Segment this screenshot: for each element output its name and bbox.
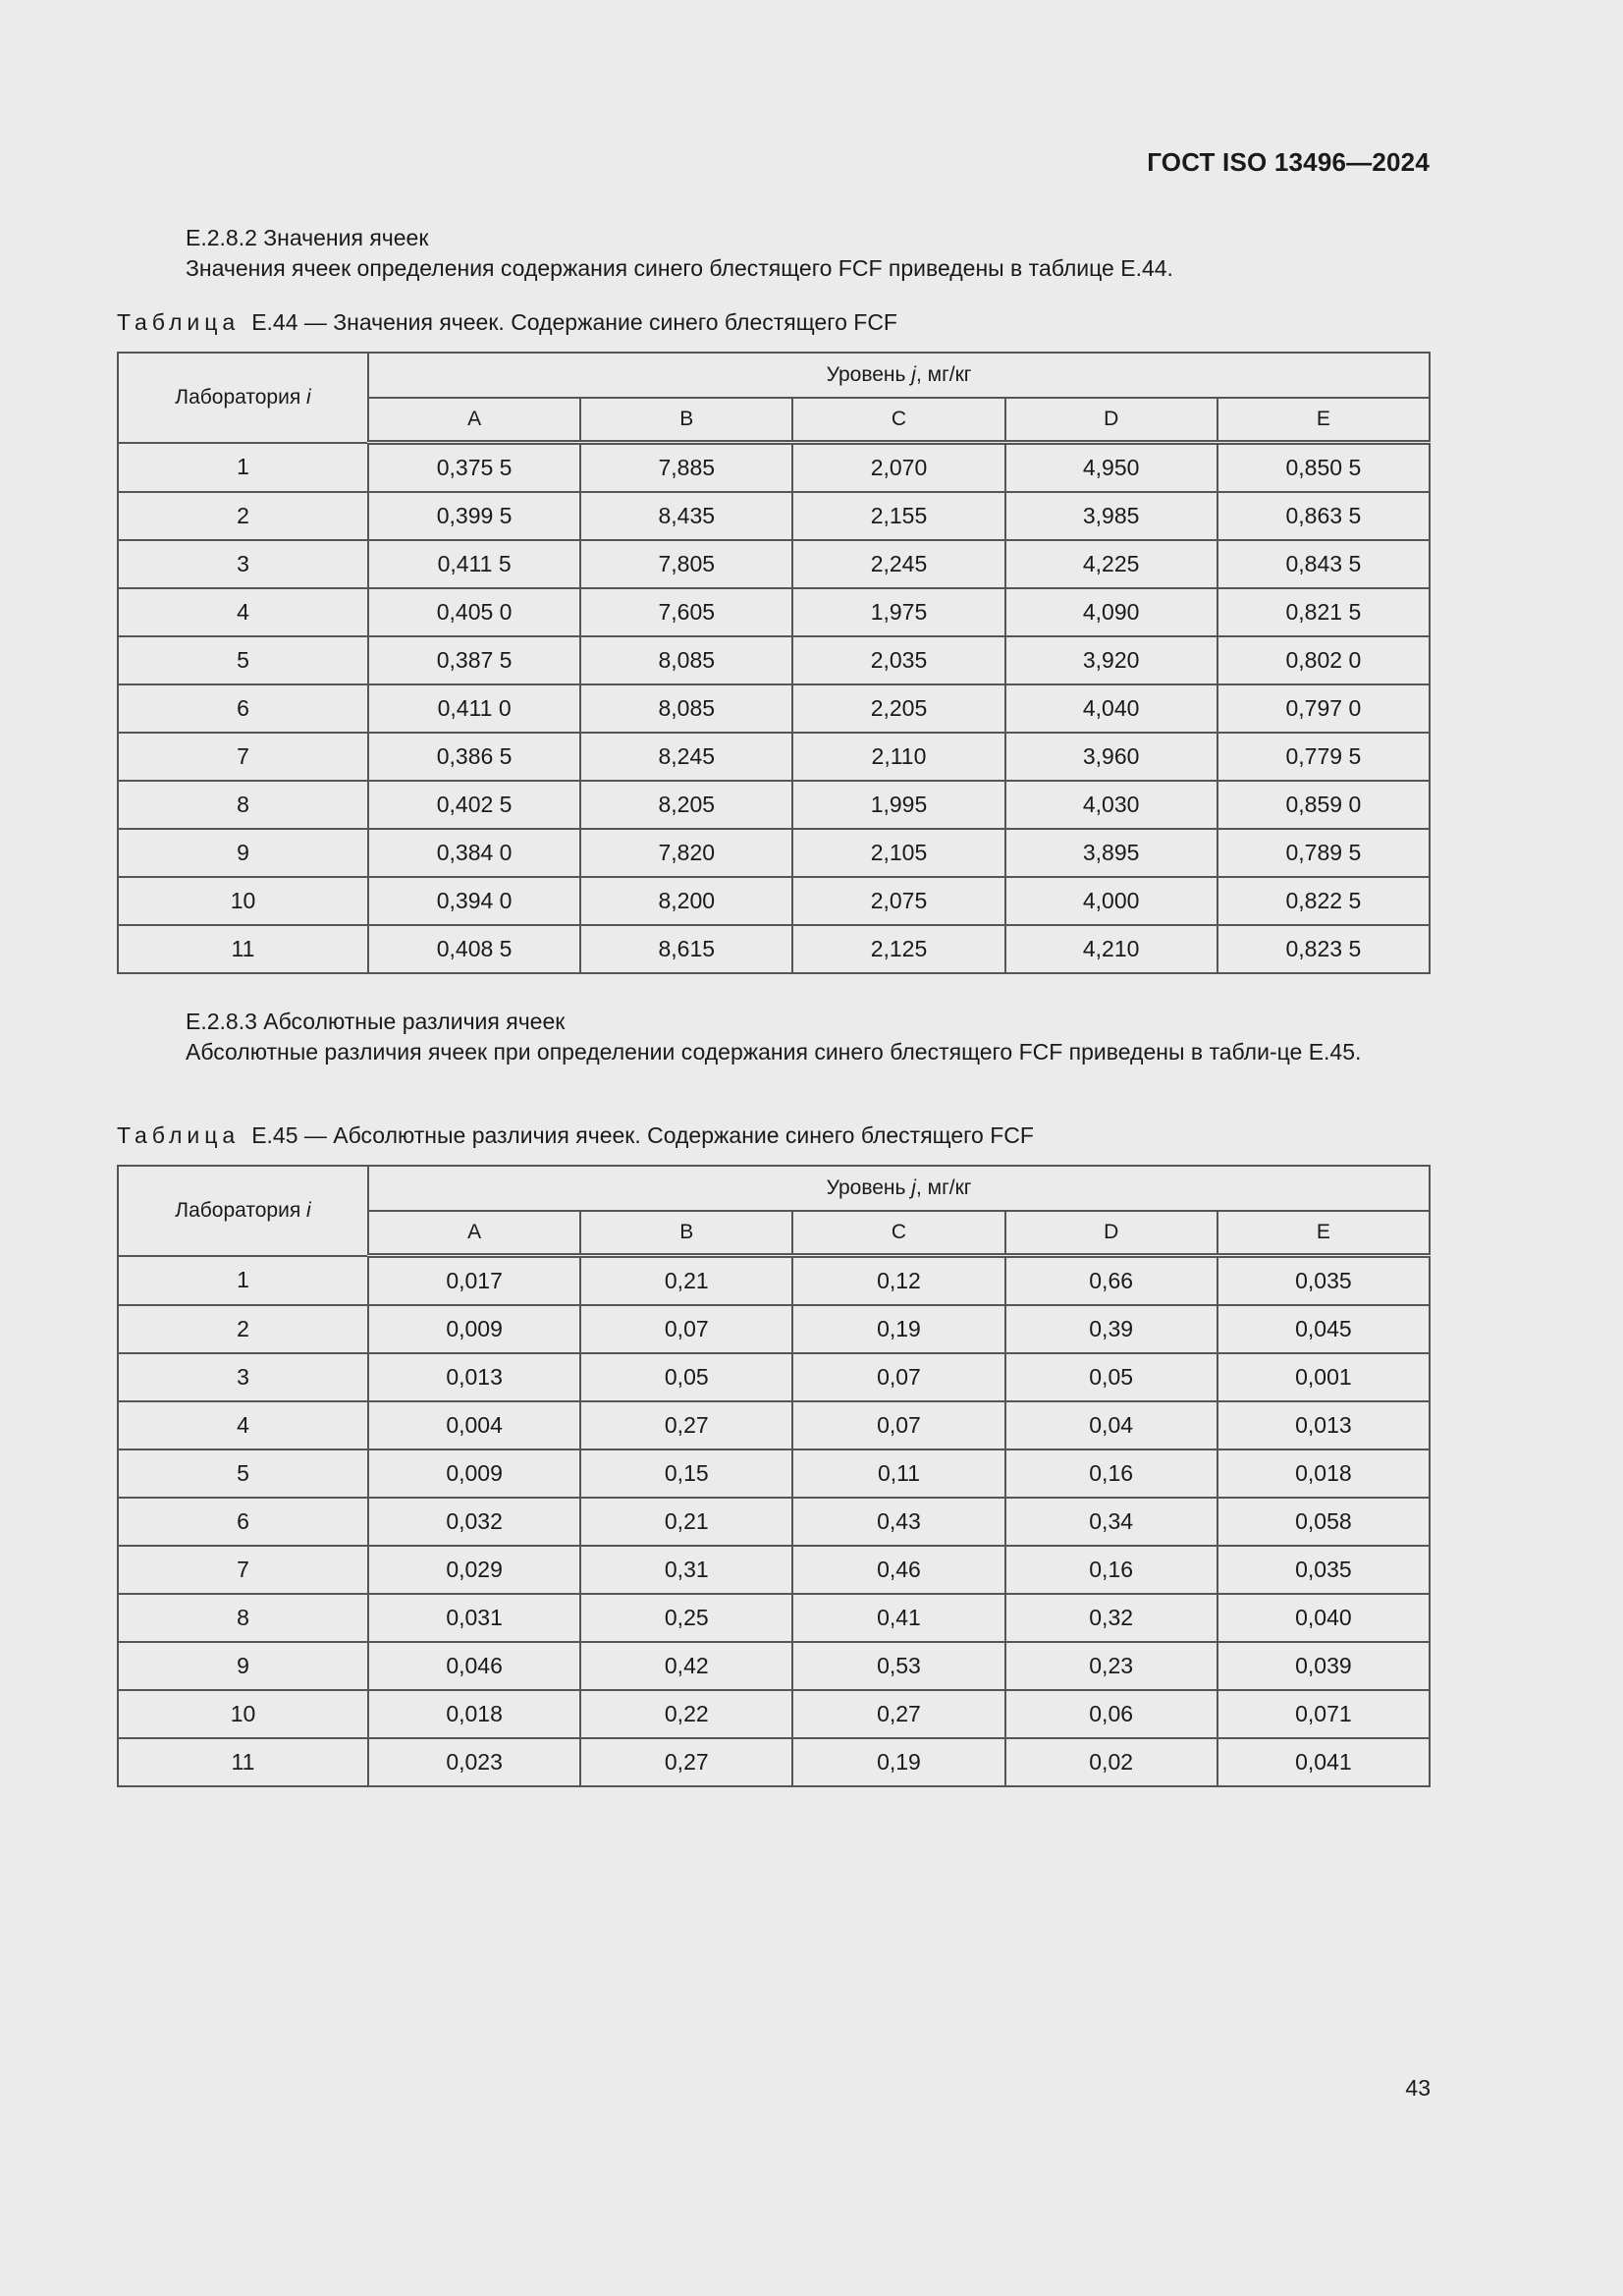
value-cell: 0,43 [792,1498,1004,1546]
value-cell: 0,405 0 [368,588,580,636]
value-cell: 0,822 5 [1217,877,1430,925]
value-cell: 4,030 [1005,781,1217,829]
value-cell: 0,07 [792,1353,1004,1401]
value-cell: 0,823 5 [1217,925,1430,973]
value-cell: 0,058 [1217,1498,1430,1546]
value-cell: 0,22 [580,1690,792,1738]
level-column-header: C [792,1211,1004,1256]
value-cell: 0,029 [368,1546,580,1594]
value-cell: 0,19 [792,1738,1004,1786]
lab-number-cell: 9 [118,829,368,877]
table-caption-word: Таблица [117,1122,241,1148]
value-cell: 0,16 [1005,1449,1217,1498]
value-cell: 0,31 [580,1546,792,1594]
value-cell: 2,075 [792,877,1004,925]
value-cell: 0,386 5 [368,733,580,781]
table-row [118,540,1430,588]
value-cell: 0,040 [1217,1594,1430,1642]
value-cell: 0,779 5 [1217,733,1430,781]
value-cell: 2,110 [792,733,1004,781]
value-cell: 0,411 5 [368,540,580,588]
table-caption-text: Е.45 — Абсолютные различия ячеек. Содержание синего блестящего FCF [251,1122,1034,1148]
value-cell: 0,27 [580,1401,792,1449]
lab-number-cell: 5 [118,1449,368,1498]
table-row [118,1690,1430,1738]
level-header-var: j [911,1176,916,1199]
level-header-unit: , мг/кг [915,363,972,386]
value-cell: 0,06 [1005,1690,1217,1738]
lab-header-label: Лаборатория [175,385,301,409]
table-row [118,1642,1430,1690]
value-cell: 0,32 [1005,1594,1217,1642]
value-cell: 0,035 [1217,1546,1430,1594]
level-column-header: D [1005,398,1217,443]
lab-number-cell: 8 [118,781,368,829]
value-cell: 0,41 [792,1594,1004,1642]
value-cell: 0,018 [1217,1449,1430,1498]
level-group-header [368,353,1430,398]
value-cell: 0,53 [792,1642,1004,1690]
lab-number-cell: 11 [118,1738,368,1786]
lab-header-var: i [306,385,311,409]
value-cell: 0,05 [1005,1353,1217,1401]
value-cell: 8,085 [580,636,792,684]
value-cell: 0,04 [1005,1401,1217,1449]
value-cell: 2,245 [792,540,1004,588]
value-cell: 0,013 [1217,1401,1430,1449]
section-text: Значения ячеек определения содержания синего блестящего FCF приведены в таблице Е.44. [186,255,1173,281]
level-column-header: C [792,398,1004,443]
level-column-header: E [1217,1211,1430,1256]
table-caption-e45 [117,1121,1034,1151]
lab-number-cell: 7 [118,1546,368,1594]
value-cell: 0,07 [792,1401,1004,1449]
page-number: 43 [1405,2075,1431,2101]
value-cell: 0,16 [1005,1546,1217,1594]
value-cell: 0,411 0 [368,684,580,733]
table-row [118,636,1430,684]
table-row [118,684,1430,733]
table-row [118,1498,1430,1546]
value-cell: 0,05 [580,1353,792,1401]
value-cell: 0,046 [368,1642,580,1690]
value-cell: 0,19 [792,1305,1004,1353]
section-heading: Е.2.8.3 Абсолютные различия ячеек [186,1009,566,1034]
lab-number-cell: 1 [118,1256,368,1306]
value-cell: 0,15 [580,1449,792,1498]
value-cell: 0,863 5 [1217,492,1430,540]
lab-header-var: i [306,1198,311,1222]
value-cell: 4,950 [1005,443,1217,493]
value-cell: 0,035 [1217,1256,1430,1306]
value-cell: 3,920 [1005,636,1217,684]
value-cell: 0,032 [368,1498,580,1546]
value-cell: 0,02 [1005,1738,1217,1786]
lab-number-cell: 2 [118,1305,368,1353]
value-cell: 0,859 0 [1217,781,1430,829]
value-cell: 0,46 [792,1546,1004,1594]
table-caption-word: Таблица [117,309,241,335]
lab-number-cell: 1 [118,443,368,493]
value-cell: 4,090 [1005,588,1217,636]
value-cell: 3,985 [1005,492,1217,540]
table-row [118,781,1430,829]
lab-number-cell: 2 [118,492,368,540]
section-e-2-8-2 [117,223,1431,284]
table-e45 [117,1165,1431,1787]
level-group-header [368,1166,1430,1211]
value-cell: 7,805 [580,540,792,588]
table-e44 [117,352,1431,974]
lab-number-cell: 9 [118,1642,368,1690]
value-cell: 4,225 [1005,540,1217,588]
value-cell: 7,605 [580,588,792,636]
lab-number-cell: 10 [118,877,368,925]
section-e-2-8-3 [117,1007,1431,1067]
value-cell: 0,27 [580,1738,792,1786]
value-cell: 0,25 [580,1594,792,1642]
value-cell: 0,045 [1217,1305,1430,1353]
value-cell: 2,155 [792,492,1004,540]
value-cell: 0,402 5 [368,781,580,829]
value-cell: 0,843 5 [1217,540,1430,588]
value-cell: 0,39 [1005,1305,1217,1353]
level-header-unit: , мг/кг [915,1176,972,1199]
value-cell: 0,789 5 [1217,829,1430,877]
value-cell: 0,21 [580,1256,792,1306]
lab-column-header [118,353,368,443]
table-row [118,443,1430,493]
value-cell: 8,200 [580,877,792,925]
value-cell: 0,013 [368,1353,580,1401]
value-cell: 8,245 [580,733,792,781]
value-cell: 0,394 0 [368,877,580,925]
value-cell: 4,000 [1005,877,1217,925]
table-caption-e44 [117,307,897,338]
value-cell: 8,435 [580,492,792,540]
lab-number-cell: 7 [118,733,368,781]
value-cell: 0,42 [580,1642,792,1690]
value-cell: 0,11 [792,1449,1004,1498]
value-cell: 0,07 [580,1305,792,1353]
value-cell: 0,12 [792,1256,1004,1306]
lab-number-cell: 5 [118,636,368,684]
value-cell: 0,041 [1217,1738,1430,1786]
level-header-var: j [911,363,916,386]
value-cell: 0,34 [1005,1498,1217,1546]
table-row [118,588,1430,636]
table-row [118,877,1430,925]
level-column-header: A [368,398,580,443]
table-row [118,1401,1430,1449]
table-row [118,1546,1430,1594]
value-cell: 3,960 [1005,733,1217,781]
level-column-header: B [580,398,792,443]
level-header-prefix: Уровень [826,1176,912,1199]
value-cell: 2,105 [792,829,1004,877]
value-cell: 7,820 [580,829,792,877]
value-cell: 4,040 [1005,684,1217,733]
value-cell: 0,408 5 [368,925,580,973]
section-text: Абсолютные различия ячеек при определении содержания синего блестящего FCF приведены в табли-це Е.45. [186,1039,1362,1065]
value-cell: 0,001 [1217,1353,1430,1401]
level-header-prefix: Уровень [826,363,912,386]
table-row [118,1449,1430,1498]
value-cell: 2,070 [792,443,1004,493]
value-cell: 0,821 5 [1217,588,1430,636]
lab-number-cell: 6 [118,684,368,733]
level-column-header: E [1217,398,1430,443]
lab-number-cell: 3 [118,540,368,588]
table-row [118,1594,1430,1642]
value-cell: 0,399 5 [368,492,580,540]
value-cell: 0,009 [368,1449,580,1498]
value-cell: 0,039 [1217,1642,1430,1690]
value-cell: 2,125 [792,925,1004,973]
value-cell: 0,21 [580,1498,792,1546]
table-row [118,1256,1430,1306]
lab-number-cell: 4 [118,588,368,636]
level-column-header: B [580,1211,792,1256]
value-cell: 0,009 [368,1305,580,1353]
lab-column-header [118,1166,368,1256]
value-cell: 0,017 [368,1256,580,1306]
value-cell: 0,375 5 [368,443,580,493]
value-cell: 0,018 [368,1690,580,1738]
value-cell: 8,205 [580,781,792,829]
table-row [118,925,1430,973]
value-cell: 0,384 0 [368,829,580,877]
level-column-header: A [368,1211,580,1256]
value-cell: 0,071 [1217,1690,1430,1738]
value-cell: 0,031 [368,1594,580,1642]
table-body [118,443,1430,974]
value-cell: 1,995 [792,781,1004,829]
lab-header-label: Лаборатория [175,1198,301,1222]
lab-number-cell: 4 [118,1401,368,1449]
table-row [118,1738,1430,1786]
table-row [118,829,1430,877]
value-cell: 0,797 0 [1217,684,1430,733]
value-cell: 4,210 [1005,925,1217,973]
table-body [118,1256,1430,1787]
lab-number-cell: 10 [118,1690,368,1738]
level-column-header: D [1005,1211,1217,1256]
document-standard-header: ГОСТ ISO 13496—2024 [1147,147,1430,177]
value-cell: 3,895 [1005,829,1217,877]
value-cell: 2,205 [792,684,1004,733]
table-row [118,1305,1430,1353]
value-cell: 8,085 [580,684,792,733]
value-cell: 0,023 [368,1738,580,1786]
section-heading: Е.2.8.2 Значения ячеек [186,225,429,250]
value-cell: 1,975 [792,588,1004,636]
value-cell: 0,004 [368,1401,580,1449]
value-cell: 0,387 5 [368,636,580,684]
value-cell: 0,802 0 [1217,636,1430,684]
value-cell: 2,035 [792,636,1004,684]
value-cell: 0,850 5 [1217,443,1430,493]
lab-number-cell: 3 [118,1353,368,1401]
value-cell: 7,885 [580,443,792,493]
value-cell: 0,66 [1005,1256,1217,1306]
value-cell: 0,23 [1005,1642,1217,1690]
table-row [118,733,1430,781]
table-row [118,492,1430,540]
table-caption-text: Е.44 — Значения ячеек. Содержание синего блестящего FCF [251,309,897,335]
table-row [118,1353,1430,1401]
lab-number-cell: 11 [118,925,368,973]
lab-number-cell: 8 [118,1594,368,1642]
value-cell: 8,615 [580,925,792,973]
value-cell: 0,27 [792,1690,1004,1738]
lab-number-cell: 6 [118,1498,368,1546]
